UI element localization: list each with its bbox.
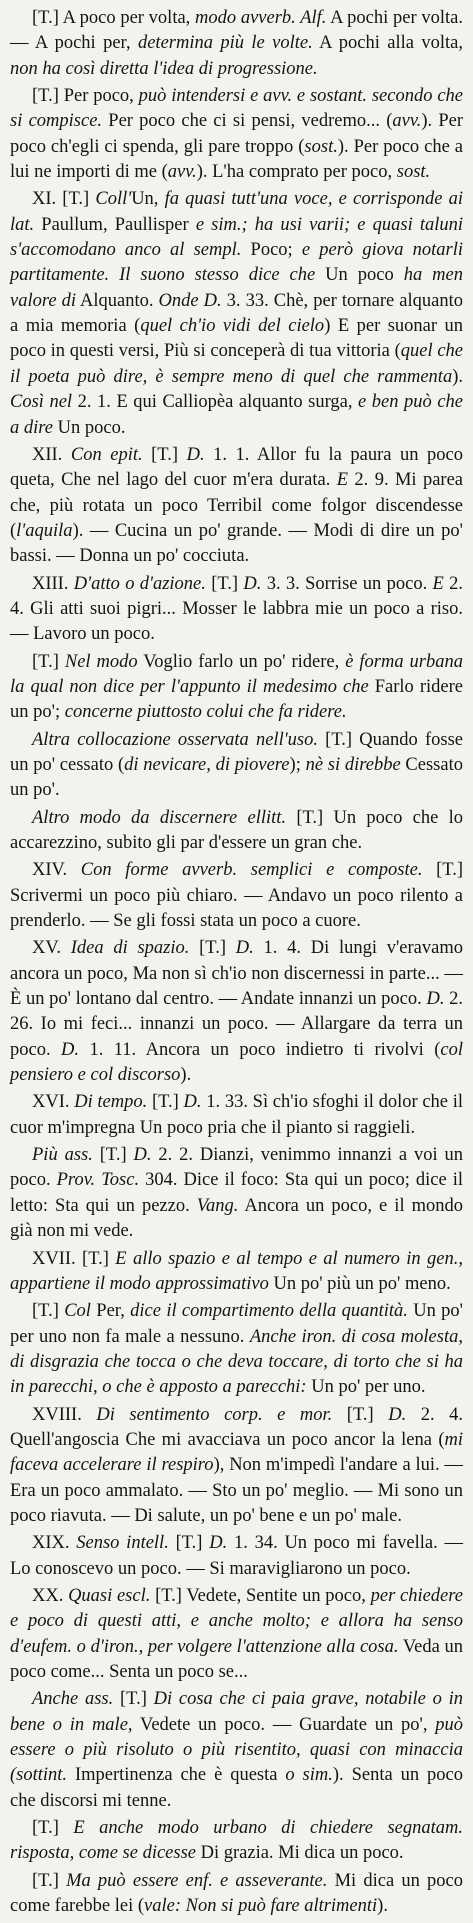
- italic-text-run: Anche ass.: [32, 1689, 114, 1710]
- italic-text-run: avv.: [167, 162, 197, 183]
- dictionary-entry-paragraph: [10, 1247, 468, 1298]
- italic-text-run: mi faceva accelerare il respiro: [10, 1429, 468, 1476]
- text-run: [T.] Un poco che lo accarezzino, subito gli par d'essere un gran che.: [10, 807, 468, 853]
- text-run: Un po' per uno non fa male a nessuno.: [10, 1301, 468, 1347]
- italic-text-run: o sim.: [285, 1765, 333, 1786]
- italic-text-run: vale: Non si può fare altrimenti: [144, 1896, 378, 1917]
- text-run: [T.]: [32, 1818, 74, 1839]
- italic-text-run: Con epit.: [70, 444, 143, 465]
- text-run: Mi dica un poco come farebbe lei (: [10, 1870, 468, 1917]
- text-run: XVIII.: [32, 1404, 97, 1425]
- text-run: XX.: [32, 1585, 69, 1606]
- text-run: [T.] Vedete, Sentite un poco,: [150, 1585, 371, 1606]
- italic-text-run: Anche iron. di cosa molesta, di disgrazia che tocca o che deva toccare, di torto che si ha in parecchi, o che è apposto a parecchi:: [10, 1326, 468, 1398]
- text-run: Voglio farlo un po' ridere,: [137, 651, 346, 672]
- italic-text-run: D.: [235, 938, 254, 959]
- text-run: Impertinenza che è questa: [67, 1765, 286, 1786]
- text-run: Un poco.: [53, 417, 126, 438]
- italic-text-run: non ha così diretta l'idea di progressione.: [10, 58, 318, 79]
- dictionary-entry-paragraph: [10, 936, 468, 1088]
- dictionary-entry-paragraph: [10, 1869, 468, 1920]
- text-run: XV.: [32, 938, 71, 959]
- italic-text-run: D.: [133, 1145, 152, 1166]
- italic-text-run: l'aquila: [16, 520, 73, 541]
- text-run: XI. [T.]: [32, 189, 96, 210]
- italic-text-run: concerne piuttosto colui che fa ridere.: [64, 702, 347, 723]
- text-run: ). Per poco che a lui ne importi di me (: [10, 136, 468, 183]
- text-run: XIV.: [32, 860, 81, 881]
- text-run: [T.]: [142, 444, 187, 465]
- text-run: Poco;: [241, 240, 302, 261]
- text-run: 1. 34. Un poco mi favella. — Lo conoscevo un poco. — Si maravigliarono un poco.: [10, 1533, 468, 1579]
- text-run: 2. 4. Quell'angoscia Che mi avacciava un poco ancor la lena (: [10, 1404, 468, 1450]
- text-run: [T.]: [32, 651, 65, 672]
- italic-text-run: Più ass.: [32, 1145, 93, 1166]
- italic-text-run: D.: [243, 573, 262, 594]
- italic-text-run: Di tempo.: [74, 1092, 148, 1113]
- italic-text-run: ha men valore di: [10, 265, 468, 311]
- text-run: XVII. [T.]: [32, 1248, 116, 1269]
- italic-text-run: Idea di spazio.: [70, 938, 190, 959]
- text-run: 1. 1. Allor fu la paura un poco queta, Che nel lago del cuor m'era durata.: [10, 444, 468, 491]
- text-run: ), Non m'impedì l'andare a lui. — Era un poco ammalato. — Sto un po' meglio. — Mi sono un poco riavuta. — Di salute, un po' bene e un po' male.: [10, 1455, 468, 1526]
- text-run: [T.]: [168, 1533, 210, 1554]
- text-run: [T.]: [189, 938, 236, 959]
- dictionary-entry-paragraph: [10, 1687, 468, 1814]
- text-run: Paullum, Paullisper: [34, 214, 196, 235]
- italic-text-run: per chiedere e poco di questi atti, e anche molto; e allora ha senso d'eufem. o d'iron., per volgere l'attenzione alla cosa.: [10, 1585, 468, 1657]
- text-run: 1. 33. Sì ch'io sfoghi il dolor che il cuor m'impregna Un poco pria che il pianto si raggieli.: [10, 1092, 468, 1138]
- text-run: 2. 9. Mi parea che, più rotata un poco Terribil come folgor discendesse (: [10, 470, 468, 541]
- text-run: XII.: [32, 444, 71, 465]
- italic-text-run: Vang.: [196, 1195, 239, 1216]
- italic-text-run: può essere o più risoluto o più risentito, quasi con minaccia (sottint.: [10, 1714, 468, 1786]
- text-run: Per poco che ci si pensi, vedremo... (: [102, 111, 393, 132]
- italic-text-run: e sim.; ha usi varii; e quasi taluni s'accomodano anco al sempl.: [10, 214, 468, 261]
- text-run: ). L'ha comprato per poco,: [196, 162, 397, 183]
- dictionary-entry-paragraph: [10, 6, 468, 82]
- italic-text-run: dice il compartimento della quantità.: [130, 1301, 408, 1322]
- italic-text-run: fa quasi tutt'una voce, e corrisponde ai lat.: [10, 189, 468, 235]
- italic-text-run: modo avverb. Alf.: [195, 8, 327, 28]
- italic-text-run: avv.: [392, 111, 422, 132]
- italic-text-run: E: [336, 470, 349, 491]
- italic-text-run: D.: [426, 989, 445, 1010]
- text-run: ) E per suonar un poco in questi versi, Più si conceperà di tua vittoria (: [10, 316, 468, 362]
- text-run: [T.] A poco per volta,: [32, 8, 196, 28]
- dictionary-entry-paragraph: [10, 1143, 468, 1244]
- italic-text-run: quel ch'io vidi del cielo: [140, 316, 325, 337]
- text-run: Farlo ridere un po';: [10, 676, 468, 723]
- text-run: 2. 2. Dianzi, venimmo innanzi a voi un poco.: [10, 1145, 468, 1191]
- text-run: A pochi per volta. — A pochi per,: [10, 8, 468, 54]
- dictionary-entry-paragraph: [10, 858, 468, 934]
- text-run: A pochi alla volta,: [312, 33, 468, 54]
- dictionary-entry-paragraph: [10, 443, 468, 570]
- text-run: Veda un poco come... Senta un poco se...: [10, 1636, 468, 1682]
- text-run: );: [289, 754, 306, 775]
- italic-text-run: Senso intell.: [76, 1533, 169, 1554]
- dictionary-entry-paragraph: [10, 187, 468, 440]
- dictionary-entry-paragraph: [10, 650, 468, 726]
- text-run: Vedete un poco. — Guardate un po',: [132, 1714, 436, 1735]
- text-run: Di grazia. Mi dica un poco.: [196, 1843, 404, 1864]
- text-run: 1. 4. Di lungi v'eravamo ancora un poco, Ma non sì ch'io non discernessi in parte... — È un po' lontano dal centro. — Andate innanzi un poco.: [10, 938, 468, 1010]
- text-run: Un po' più un po' meno.: [268, 1273, 451, 1294]
- italic-text-run: sost.: [304, 136, 338, 157]
- text-run: ).: [377, 1896, 388, 1917]
- text-run: [T.]: [332, 1404, 389, 1425]
- text-run: ). Senta un poco che discorsi mi tenne.: [10, 1765, 468, 1811]
- text-run: XIII.: [32, 573, 74, 594]
- italic-text-run: E anche modo urbano di chiedere segnatam. risposta, come se dicesse: [10, 1818, 468, 1864]
- italic-text-run: Altro modo da discernere ellitt.: [32, 807, 287, 828]
- text-run: Un poco: [315, 265, 404, 286]
- text-run: [T.]: [92, 1145, 134, 1166]
- dictionary-entry-paragraph: [10, 1816, 468, 1867]
- italic-text-run: nè si direbbe: [305, 754, 401, 775]
- italic-text-run: E: [432, 573, 444, 594]
- text-run: [T.] Per poco,: [32, 86, 139, 107]
- italic-text-run: Onde D.: [158, 290, 222, 311]
- italic-text-run: D.: [209, 1533, 228, 1554]
- text-run: 2. 1. E qui Calliopèa alquanto surga,: [72, 392, 359, 413]
- text-run: [T.]: [32, 1870, 67, 1891]
- italic-text-run: Con forme avverb. semplici e composte.: [80, 860, 423, 881]
- italic-text-run: Altra collocazione osservata nell'uso.: [32, 729, 318, 750]
- italic-text-run: Nel modo: [64, 651, 138, 672]
- text-run: 304. Dice il foco: Sta qui un poco; dice il letto: Sta qui un pezzo.: [10, 1170, 468, 1216]
- text-run: [T.]: [113, 1689, 154, 1710]
- text-run: Cessato un po'.: [10, 754, 468, 801]
- text-run: ).: [180, 1065, 192, 1086]
- dictionary-entry-paragraph: [10, 572, 468, 648]
- italic-text-run: Prov. Tosc.: [56, 1170, 140, 1191]
- dictionary-entry-paragraph: [10, 84, 468, 185]
- text-run: ).: [452, 366, 468, 387]
- italic-text-run: di nevicare, di piovere: [124, 754, 290, 775]
- italic-text-run: Di cosa che ci paia grave, notabile o in bene o in male,: [10, 1689, 468, 1735]
- dictionary-entry-paragraph: [10, 806, 468, 857]
- dictionary-entry-paragraph: [10, 1531, 468, 1582]
- text-run: [T.]: [205, 573, 244, 594]
- italic-text-run: D.: [186, 444, 205, 465]
- italic-text-run: Coll': [95, 189, 132, 210]
- text-run: [T.] Scrivermi un poco più chiaro. — Andavo un poco rilento a prenderlo. — Se gli fossi stata un poco a cuore.: [10, 860, 468, 932]
- italic-text-run: e ben può che a dire: [10, 392, 468, 438]
- text-run: ). Per poco ch'egli ci spenda, gli pare troppo (: [10, 111, 468, 157]
- italic-text-run: D.: [61, 1039, 80, 1060]
- text-run: XIX.: [32, 1533, 77, 1554]
- dictionary-entry-paragraph: [10, 728, 468, 804]
- dictionary-entry-paragraph: [10, 1299, 468, 1400]
- italic-text-run: E allo spazio e al tempo e al numero in gen., appartiene il modo approssimativo: [10, 1248, 468, 1294]
- italic-text-run: è forma urbana la qual non dice per l'appunto il medesimo che: [10, 651, 468, 697]
- text-run: Per,: [90, 1301, 131, 1322]
- text-run: 3. 3. Sorrise un poco.: [261, 573, 433, 594]
- text-run: [T.]: [32, 1301, 65, 1322]
- italic-text-run: D.: [388, 1404, 407, 1425]
- italic-text-run: e però giova notarli partitamente. Il suono stesso dice che: [10, 240, 468, 286]
- text-run: [T.]: [147, 1092, 184, 1113]
- text-run: 1. 11. Ancora un poco indietro ti rivolvi (: [79, 1039, 441, 1060]
- text-run: Ancora un poco, e il mondo già non mi vede.: [10, 1195, 468, 1242]
- text-run: 3. 33. Chè, per tornare alquanto a mia memoria (: [10, 290, 468, 337]
- italic-text-run: Di sentimento corp. e mor.: [96, 1404, 333, 1425]
- text-run: 2. 26. Io mi feci... innanzi un poco. — Allargare da terra un poco.: [10, 989, 468, 1060]
- text-run: ). — Cucina un po' grande. — Modi di dire un po' bassi. — Donna un po' cocciuta.: [10, 520, 468, 567]
- italic-text-run: può intendersi e avv. e sostant. secondo che si compisce.: [10, 86, 468, 132]
- italic-text-run: col pensiero e col discorso: [10, 1039, 468, 1086]
- text-run: [T.] Quando fosse un po' cessato (: [10, 729, 468, 775]
- italic-text-run: D'atto o d'azione.: [73, 573, 206, 594]
- text-run: XVI.: [32, 1092, 75, 1113]
- text-run: Un,: [131, 189, 165, 210]
- text-run: Alquanto.: [76, 290, 159, 311]
- text-run: 2. 4. Gli atti suoi pigri... Mosser le labbra mie un poco a riso. — Lavoro un poco.: [10, 573, 468, 645]
- italic-text-run: D.: [183, 1092, 202, 1113]
- italic-text-run: Col: [64, 1301, 91, 1322]
- text-run: Un po' per uno.: [306, 1377, 426, 1398]
- italic-text-run: determina più le volte.: [137, 33, 313, 54]
- italic-text-run: Ma può essere enf. e asseverante.: [66, 1870, 328, 1891]
- dictionary-entry-paragraph: [10, 1403, 468, 1530]
- italic-text-run: quel che il poeta può dire, è sempre meno di quel che rammenta: [10, 341, 468, 387]
- dictionary-entry-paragraph: [10, 1090, 468, 1141]
- dictionary-entry-paragraph: [10, 1584, 468, 1685]
- italic-text-run: Così nel: [10, 392, 73, 413]
- italic-text-run: Quasi escl.: [68, 1585, 151, 1606]
- italic-text-run: sost.: [396, 162, 431, 183]
